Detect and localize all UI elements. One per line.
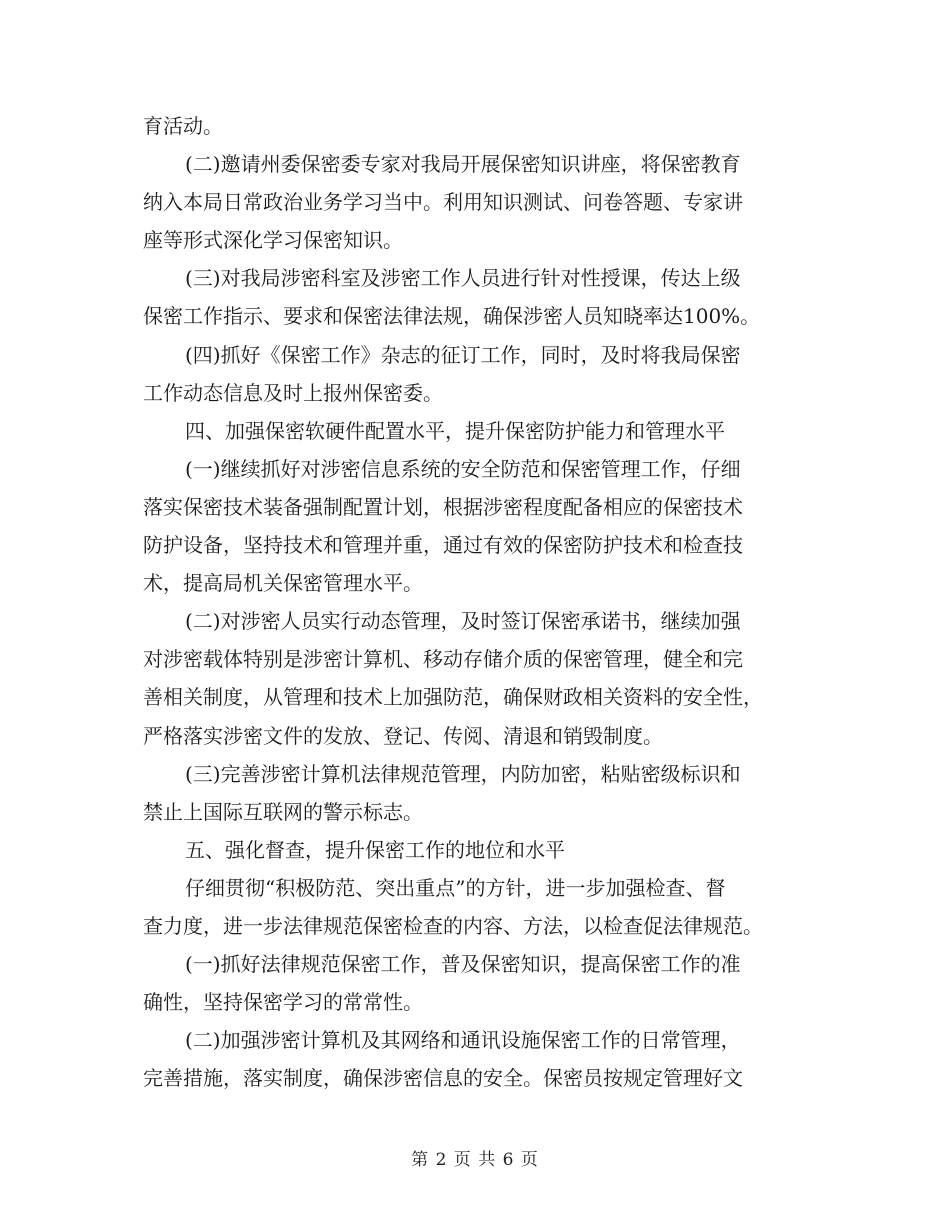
text-line: (四)抓好《保密工作》杂志的征订工作，同时，及时将我局保密 — [185, 342, 741, 367]
text-line: 查力度，进一步法律规范保密检查的内容、方法，以检查促法律规范。 — [143, 913, 763, 938]
text-line: (二)邀请州委保密委专家对我局开展保密知识讲座，将保密教育 — [185, 152, 741, 177]
text-line: (三)对我局涉密科室及涉密工作人员进行针对性授课，传达上级 — [185, 266, 741, 291]
text-line: 育活动。 — [143, 114, 223, 138]
text-line: (三)完善涉密计算机法律规范管理，内防加密，粘贴密级标识和 — [185, 761, 741, 786]
text-line: 严格落实涉密文件的发放、登记、传阅、清退和销毁制度。 — [143, 723, 663, 748]
text-line: (二)加强涉密计算机及其网络和通讯设施保密工作的日常管理， — [185, 1028, 741, 1053]
text-line: 完善措施，落实制度，确保涉密信息的安全。保密员按规定管理好文 — [143, 1066, 743, 1091]
text-line: 保密工作指示、要求和保密法律法规，确保涉密人员知晓率达100%。 — [143, 304, 761, 329]
text-line: 纳入本局日常政治业务学习当中。利用知识测试、问卷答题、专家讲 — [143, 190, 743, 215]
text-line: 防护设备，坚持技术和管理并重，通过有效的保密防护技术和检查技 — [143, 533, 743, 558]
text-line: 善相关制度，从管理和技术上加强防范，确保财政相关资料的安全性， — [143, 685, 763, 710]
text-line: 术，提高局机关保密管理水平。 — [143, 571, 423, 596]
document-body — [143, 107, 803, 1097]
text-line: 座等形式深化学习保密知识。 — [143, 228, 403, 253]
text-line: 禁止上国际互联网的警示标志。 — [143, 799, 423, 824]
text-line: 五、强化督查，提升保密工作的地位和水平 — [185, 837, 565, 862]
text-line: 确性，坚持保密学习的常常性。 — [143, 990, 423, 1015]
text-line: 落实保密技术装备强制配置计划，根据涉密程度配备相应的保密技术 — [143, 494, 743, 519]
text-line: 四、加强保密软硬件配置水平，提升保密防护能力和管理水平 — [185, 418, 725, 443]
text-line: 对涉密载体特别是涉密计算机、移动存储介质的保密管理，健全和完 — [143, 647, 743, 672]
text-line: 工作动态信息及时上报州保密委。 — [143, 380, 443, 405]
text-line: (二)对涉密人员实行动态管理，及时签订保密承诺书，继续加强 — [185, 609, 741, 634]
text-line: (一)继续抓好对涉密信息系统的安全防范和保密管理工作，仔细 — [185, 456, 741, 481]
text-line: (一)抓好法律规范保密工作，普及保密知识，提高保密工作的准 — [185, 952, 741, 977]
page-number-footer: 第 2 页 共 6 页 — [411, 1150, 539, 1170]
text-line: 仔细贯彻“积极防范、突出重点”的方针，进一步加强检查、督 — [185, 875, 726, 900]
